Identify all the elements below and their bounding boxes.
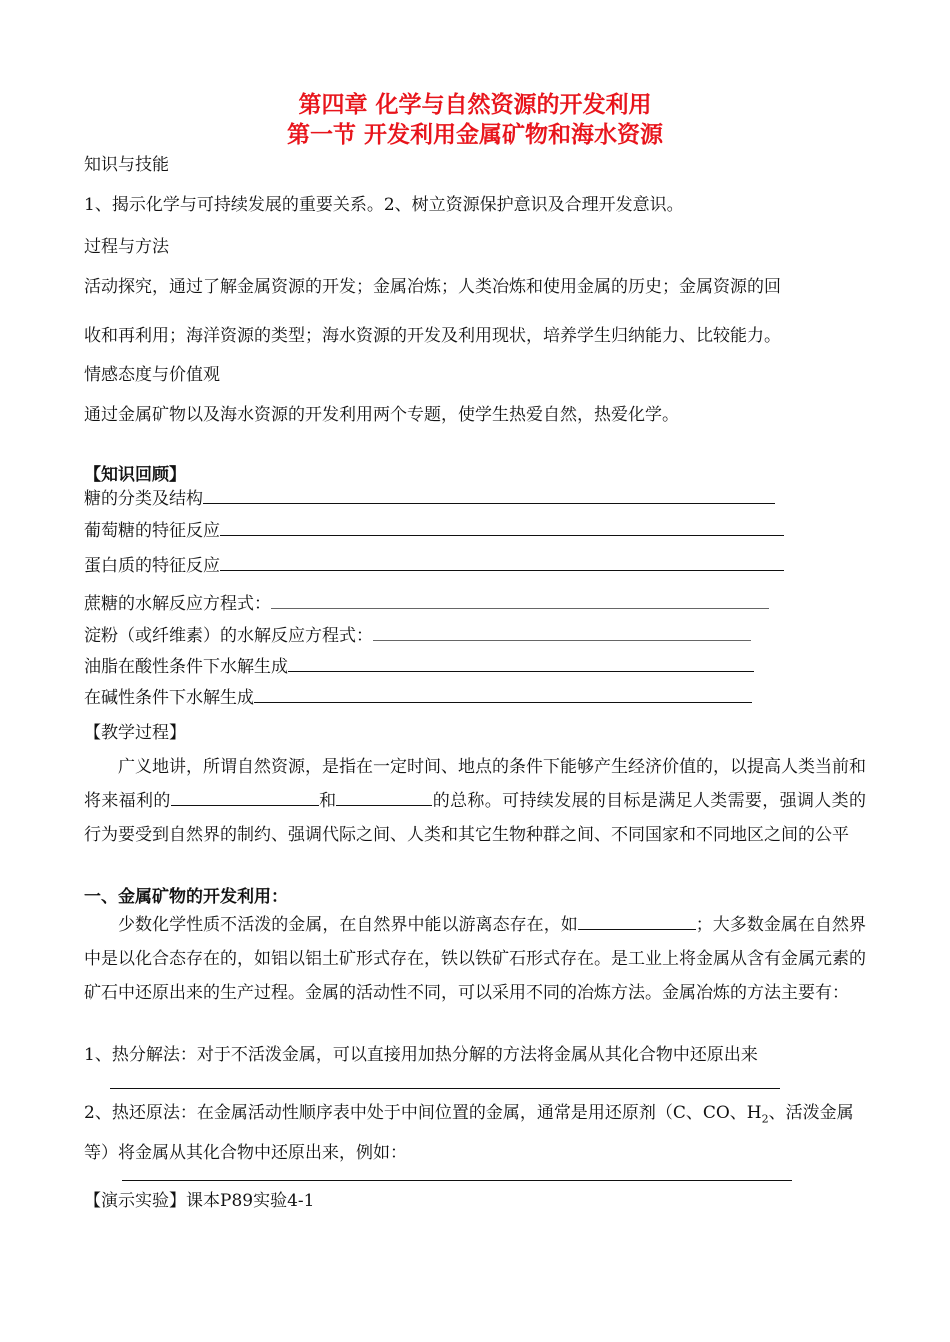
paragraph-text: 2、热还原法：在金属活动性顺序表中处于中间位置的金属，通常是用还原剂（C、CO、H [84,1103,762,1123]
review-item [84,484,775,509]
review-item-label: 在碱性条件下水解生成 [84,688,254,708]
process-heading: 过程与方法 [84,237,169,257]
review-item [84,551,784,576]
answer-blank[interactable] [254,686,752,703]
answer-blank[interactable] [171,789,319,806]
review-item [84,621,751,646]
paragraph-text: 和 [318,791,337,811]
review-item [84,589,769,614]
answer-blank[interactable] [220,519,784,536]
review-item-label: 油脂在酸性条件下水解生成 [84,657,288,677]
answer-blank[interactable] [373,624,751,641]
answer-blank[interactable] [122,1180,792,1181]
review-item-label: 葡萄糖的特征反应 [84,521,220,541]
paragraph-text: 广义地讲，所谓自然资源，是指在一定时间、地点的条件下能够产生经济价值的，以提高人类当前和将来福利的 [84,757,866,811]
method-thermal-decomposition: 1、热分解法：对于不活泼金属，可以直接用加热分解的方法将金属从其化合物中还原出来 [84,1045,758,1065]
answer-blank[interactable] [271,592,769,609]
paragraph-natural-resources [84,750,866,852]
chapter-title: 第四章 化学与自然资源的开发利用 [298,92,652,118]
paragraph-text: 、活泼金属等）将金属从其化合物中还原出来，例如： [84,1103,854,1164]
answer-blank[interactable] [578,913,696,930]
paragraph-text: ；大多数金属在自然界中是以化合态存在的，如铝以铝土矿形式存在，铁以铁矿石形式存在。是工业上将金属从含有金属元素的矿石中还原出来的生产过程。金属的活动性不同，可以采用不同的冶炼方法。金属冶炼的方法主要有： [84,915,866,1003]
answer-blank[interactable] [288,655,754,672]
paragraph-text: 的总称。可持续发展的目标是满足人类需要，强调人类的行为要受到自然界的制约、强调代际之间、人类和其它生物种群之间、不同国家和不同地区之间的公平 [84,791,866,845]
answer-blank[interactable] [203,487,775,504]
review-item-label: 蔗糖的水解反应方程式： [84,594,271,614]
section-title: 第一节 开发利用金属矿物和海水资源 [286,122,663,148]
section1-heading: 一、金属矿物的开发利用： [84,887,288,907]
paragraph-metal-minerals [84,908,866,1010]
process-text-line1: 活动探究，通过了解金属资源的开发；金属冶炼；人类冶炼和使用金属的历史；金属资源的回 [84,277,781,297]
teaching-heading: 【教学过程】 [84,723,186,743]
review-heading: 【知识回顾】 [84,465,186,485]
review-item [84,652,754,677]
method-thermal-reduction [84,1096,866,1170]
emotion-text: 通过金属矿物以及海水资源的开发利用两个专题，使学生热爱自然，热爱化学。 [84,405,679,425]
review-item-label: 蛋白质的特征反应 [84,556,220,576]
review-item [84,683,752,708]
review-item-label: 淀粉（或纤维素）的水解反应方程式： [84,626,373,646]
answer-blank[interactable] [220,554,784,571]
emotion-heading: 情感态度与价值观 [84,365,220,385]
answer-blank[interactable] [110,1088,780,1089]
knowledge-text: 1、揭示化学与可持续发展的重要关系。2、树立资源保护意识及合理开发意识。 [84,195,684,215]
process-text-line2: 收和再利用；海洋资源的类型；海水资源的开发及利用现状，培养学生归纳能力、比较能力。 [84,326,781,346]
subscript: 2 [761,1112,769,1126]
knowledge-heading: 知识与技能 [84,155,169,175]
demo-experiment: 【演示实验】课本P89实验4-1 [84,1191,315,1211]
review-item-label: 糖的分类及结构 [84,489,203,509]
paragraph-text: 少数化学性质不活泼的金属，在自然界中能以游离态存在，如 [118,915,578,935]
review-item [84,516,784,541]
answer-blank[interactable] [336,789,432,806]
